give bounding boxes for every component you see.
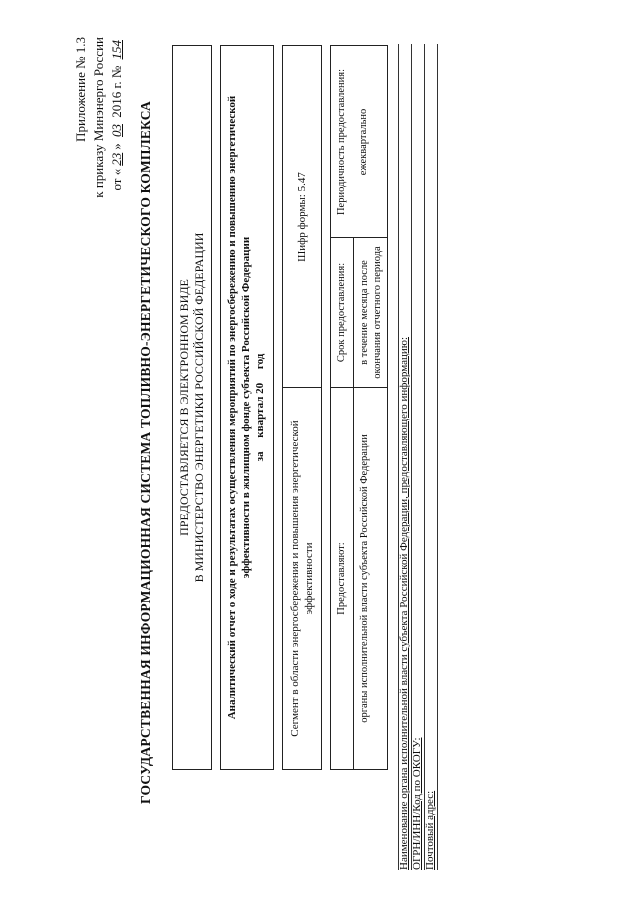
- date-month: 03: [109, 124, 124, 138]
- period-column: [331, 47, 387, 237]
- form-code: Шифр формы: 5.47: [296, 172, 308, 262]
- report-line-1: Аналитический отчет о ходе и результатах осуществления мероприятий по энергосбережению и повышению энергетической: [226, 95, 238, 720]
- providers-column: [331, 387, 387, 769]
- org-name-label: Наименование органа исполнительной власти субъекта Российской Федерации, предоставляющего информацию:: [398, 336, 410, 870]
- date-year: 2016: [109, 91, 124, 118]
- report-title-box: [220, 45, 274, 770]
- segment-label-line-2: эффективности: [303, 542, 315, 615]
- fill-line-3: [437, 44, 438, 870]
- submit-line-2: В МИНИСТЕРСТВО ЭНЕРГЕТИКИ РОССИЙСКОЙ ФЕДЕРАЦИИ: [192, 232, 206, 583]
- period-value: ежеквартально: [358, 108, 369, 176]
- providers-header: Предоставляют:: [331, 388, 354, 769]
- order-number: 154: [109, 40, 124, 60]
- org-name-row[interactable]: [398, 44, 411, 870]
- period-header: Периодичность предоставления:: [336, 68, 347, 216]
- address-label: Почтовый адрес:: [424, 790, 436, 870]
- segment-label-line-1: Сегмент в области энергосбережения и повышения энергетической: [289, 420, 301, 737]
- appendix-order: к приказу Минэнерго России: [91, 37, 106, 198]
- address-row[interactable]: [424, 44, 437, 870]
- ogrn-label: ОГРН/ИНН/Код по ОКОГУ:: [411, 737, 423, 870]
- term-header: Срок предоставления:: [331, 238, 354, 387]
- date-mid: »: [109, 143, 124, 150]
- organization-info: [398, 44, 437, 870]
- date-day: 23: [109, 152, 124, 166]
- date-year-suffix: г. №: [109, 65, 124, 89]
- appendix-block: [72, 37, 126, 227]
- term-line-1: в течение месяца после: [359, 260, 370, 365]
- report-line-3: за квартал 20 год: [254, 353, 266, 462]
- term-value: [354, 238, 384, 387]
- term-line-2: окончания отчетного периода: [372, 246, 383, 379]
- page-title: ГОСУДАРСТВЕННАЯ ИНФОРМАЦИОННАЯ СИСТЕМА ТОПЛИВНО-ЭНЕРГЕТИЧЕСКОГО КОМПЛЕКСА: [138, 101, 153, 804]
- provide-table: [330, 45, 388, 770]
- segment-box: [282, 45, 322, 770]
- ogrn-row[interactable]: [411, 44, 424, 870]
- report-line-2: эффективности в жилищном фонде субъекта Российской Федерации: [240, 236, 252, 579]
- submit-line-1: ПРЕДОСТАВЛЯЕТСЯ В ЭЛЕКТРОННОМ ВИДЕ: [177, 279, 191, 536]
- segment-label: [283, 387, 321, 769]
- date-prefix: от «: [109, 168, 124, 191]
- appendix-date: [108, 37, 126, 227]
- term-column: [331, 237, 387, 387]
- providers-value: органы исполнительной власти субъекта Российской Федерации: [359, 434, 370, 723]
- appendix-number: Приложение № 1.3: [73, 37, 88, 142]
- submit-box: [172, 45, 212, 770]
